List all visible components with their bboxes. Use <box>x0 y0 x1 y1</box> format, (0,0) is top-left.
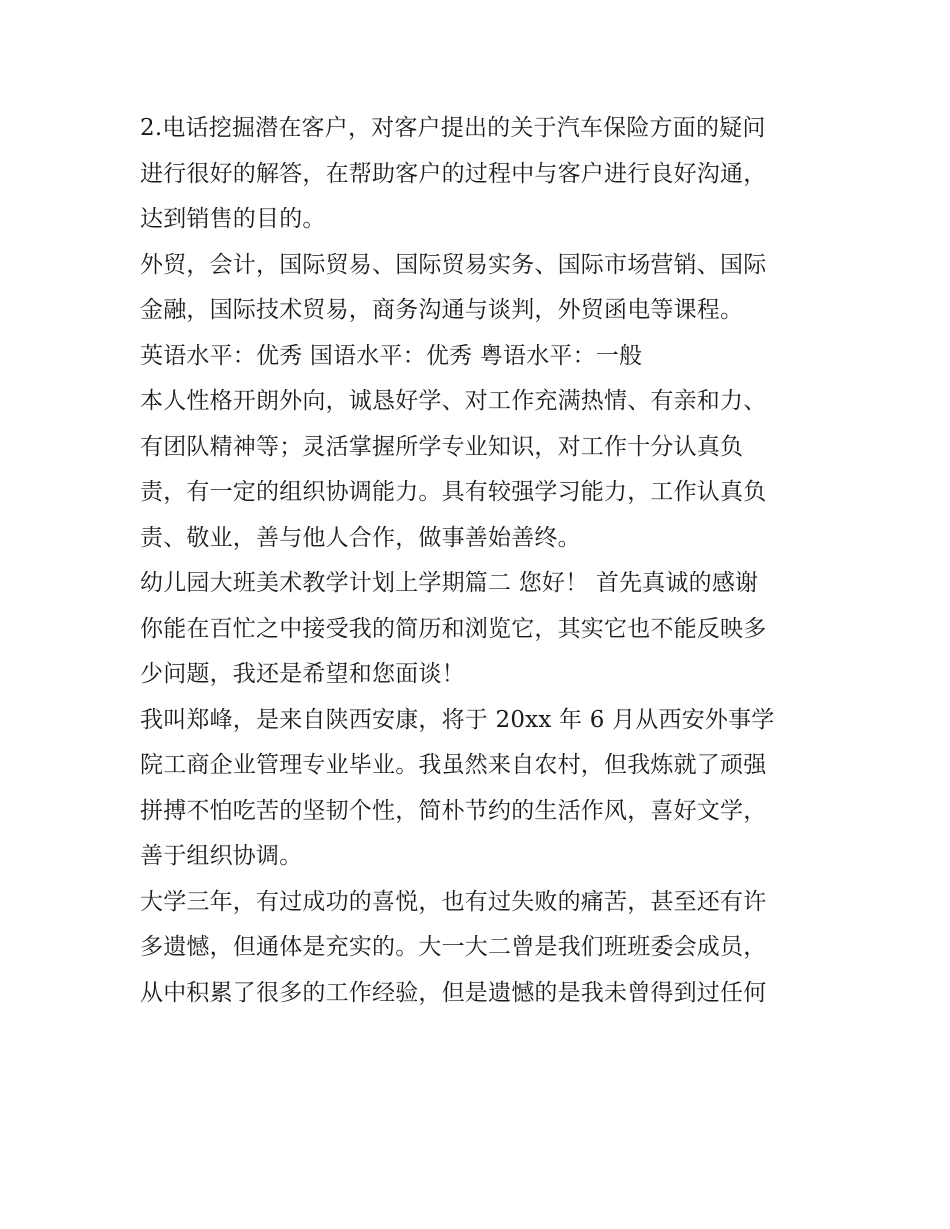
text-line: 本人性格开朗外向，诚恳好学、对工作充满热情、有亲和力、 <box>140 388 767 414</box>
text-line: 有团队精神等；灵活掌握所学专业知识，对工作十分认真负 <box>140 433 744 460</box>
text-line: 院工商企业管理专业毕业。我虽然来自农村，但我炼就了顽强 <box>140 752 767 778</box>
text-line: 进行很好的解答，在帮助客户的过程中与客户进行良好沟通， <box>140 160 767 187</box>
paragraph-sales-duties <box>140 106 830 243</box>
text-line: 从中积累了很多的工作经验，但是遗憾的是我未曾得到过任何 <box>140 979 767 1006</box>
text-line: 外贸，会计，国际贸易、国际贸易实务、国际市场营销、国际 <box>140 251 767 278</box>
text-line: 我叫郑峰，是来自陕西安康，将于 20xx 年 6 月从西安外事学 <box>140 706 775 733</box>
text-line: 拼搏不怕吃苦的坚韧个性，简朴节约的生活作风，喜好文学， <box>140 797 767 824</box>
text-line: 你能在百忙之中接受我的简历和浏览它，其实它也不能反映多 <box>140 615 767 642</box>
paragraph-greeting <box>140 561 830 698</box>
text-line: 责，有一定的组织协调能力。具有较强学习能力，工作认真负 <box>140 479 767 505</box>
paragraph-self-introduction <box>140 698 830 880</box>
text-line: 少问题，我还是希望和您面谈！ <box>140 661 465 687</box>
paragraph-language-skills <box>140 334 830 380</box>
paragraph-personality <box>140 379 830 561</box>
text-line: 2.电话挖掘潜在客户，对客户提出的关于汽车保险方面的疑问 <box>140 115 766 141</box>
text-line: 责、敬业，善与他人合作，做事善始善终。 <box>140 524 581 551</box>
text-line: 幼儿园大班美术教学计划上学期篇二 您好！ 首先真诚的感谢 <box>140 570 759 596</box>
text-line: 金融，国际技术贸易，商务沟通与谈判，外贸函电等课程。 <box>140 297 744 323</box>
paragraph-courses <box>140 243 830 334</box>
text-line: 达到销售的目的。 <box>140 206 326 232</box>
text-line: 大学三年，有过成功的喜悦，也有过失败的痛苦，甚至还有许 <box>140 888 767 915</box>
text-line: 英语水平：优秀 国语水平：优秀 粤语水平：一般 <box>140 342 643 369</box>
text-line: 善于组织协调。 <box>140 843 303 869</box>
document-body <box>140 106 830 1016</box>
text-line: 多遗憾，但通体是充实的。大一大二曾是我们班班委会成员， <box>140 934 767 960</box>
paragraph-university-experience <box>140 880 830 1017</box>
